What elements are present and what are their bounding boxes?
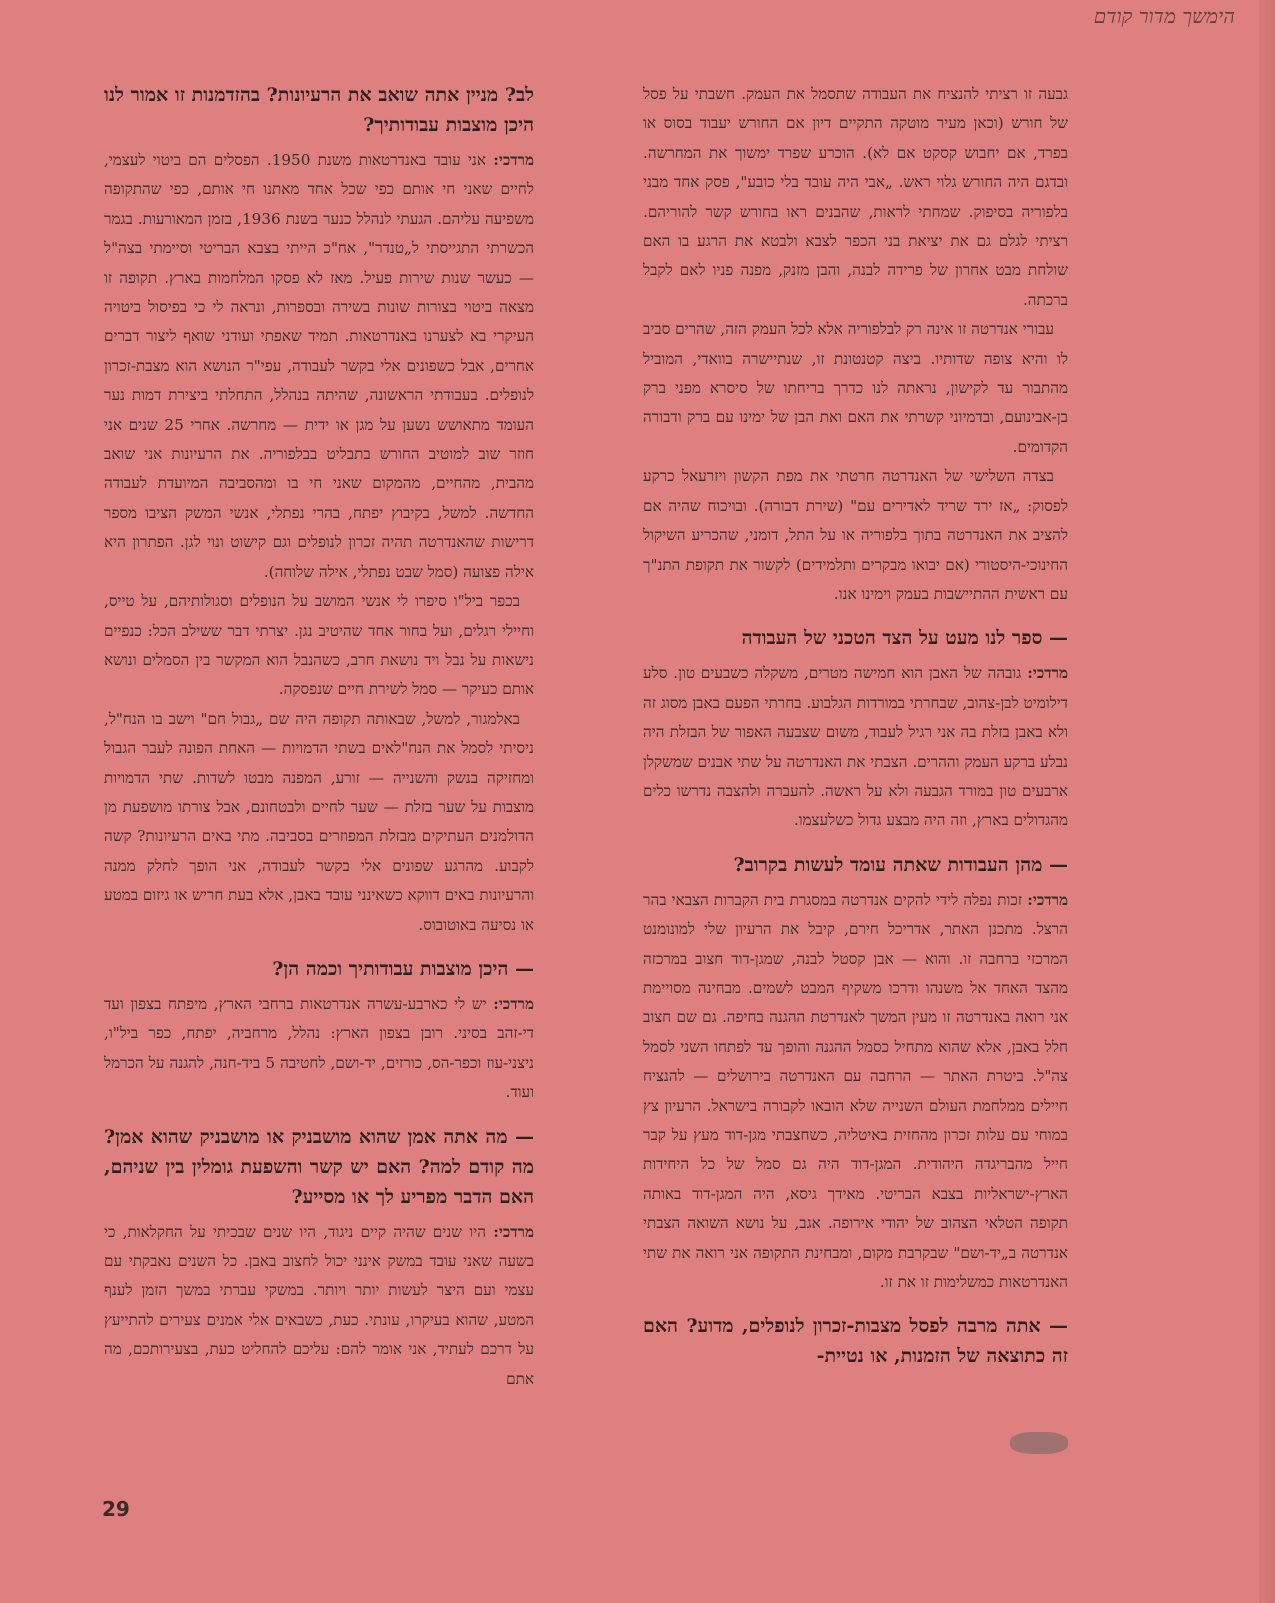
answer-text: זכות נפלה לידי להקים אנדרטה במסגרת בית הקברות הצבאי בהר הרצל. מתכנן האתר, אדריכל חירם, קיבל את הרעיון שלי למונומנט המרכזי ברחבה זו. והוא — אבן קסטל לבנה, שמגן-דוד חצוב במרכזה מהצד האחד אל משנהו ודרכו משקיף המבט לשמים. מבחינה מסויימת אני רואה באנדרטה זו מעין המשך לאנדרטת ההגנה בחיפה. גם שם חצוב חלל באבן, אלא שהוא מתחיל כסמל ההגנה והופך עד לפתחו השני לסמל צה"ל. ביטרת האתר — הרחבה עם האנדרטה בירושלים — להנציח חיילים ממלחמת העולם השנייה שלא הובאו לקבורה בישראל. הרעיון צץ במוחי עם עלות זכרון מהחזית באיטליה, כשחצבתי מגן-דוד מעץ על קבר חייל מהבריגדה היהודית. המגן-דוד היה גם סמל של כל היחידות הארץ-ישראליות בצבא הבריטי. מאידך גיסא, היה המגן-דוד באותה תקופה הטלאי הצהוב של יהודי אירופה. אגב, על נושא השואה הצבתי אנדרטה ב„יד-ושם" שבקרבת מקום, ומבחינת התקופה אני רואה את שתי האנדרטאות כמשלימות זו את זו. <box>643 890 1068 1292</box>
question-heading: — מה אתה אמן שהוא מושבניק או מושבניק שהוא אמן? מה קודם למה? האם יש קשר והשפעת גומלין בין שניהם, האם הדבר מפריע לך או מסייע? <box>104 1125 534 1208</box>
question-heading: — ספר לנו מעט על הצד הטכני של העבודה <box>741 627 1068 650</box>
speaker-label: מרדכי: <box>1027 890 1069 909</box>
paragraph: גבעה זו רציתי להנציח את העבודה שתסמל את העמק. חשבתי על פסל של חורש (וכאן מעיר מוטקה התקיים דיון אם החורש יעבוד בסוס או בפרד, אם יחבוש קסקט אם לא). הוכרע שפרד ימשוך את המחרשה. ובדגם היה החורש גלוי ראש. „אבי היה עובד בלי כובע", פסק אחד מבני בלפוריה בסיפוק. שמחתי לראות, שהבנים ראו בחורש קשר להוריהם. רציתי לגלם גם את יציאת בני הכפר לצבא ולבטא את הרגע בו האם שולחת מבט אחרון של פרידה לבנה, והבן מזנק, מפנה פניו לאם לקבל ברכתה. <box>643 85 1068 309</box>
question-heading: — מהן העבודות שאתה עומד לעשות בקרוב? <box>733 853 1068 876</box>
page-number: 29 <box>102 1497 130 1521</box>
question-heading: — אתה מרבה לפסל מצבות-זכרון לנופלים, מדוע? האם זה כתוצאה של הזמנות, או נטיית- <box>643 1315 1068 1368</box>
right-column <box>643 80 1068 1377</box>
answer-paragraph <box>104 146 534 587</box>
ink-smudge <box>1010 1432 1068 1454</box>
speaker-label: מרדכי: <box>493 1222 535 1241</box>
handwritten-note: הימשך מדור קודם <box>1093 4 1235 28</box>
speaker-label: מרדכי: <box>493 151 535 169</box>
paragraph: בכפר ביל"ו סיפרו לי אנשי המושב על הנופלים וסגולותיהם, על טייס, וחיילי רגלים, ועל בחור אחד שהיטיב נגן. יצרתי דבר ששילב הכל: כנפיים נישאות על נבל ויד נושאת חרב, כשהנבל הוא המקשר בין הסמלים ונושא אותם כעיקר — סמל לשירת חיים שנפסקה. <box>104 592 534 699</box>
paragraph: באלמגור, למשל, שבאותה תקופה היה שם „גבול חם" וישב בו הנח"ל, ניסיתי לסמל את הנח"לאים בשתי הדמויות — האחת הפונה לעבר הגבול ומחזיקה בנשק והשנייה — זורע, המפנה מבטו לשדות. שתי הדמויות מוצבות על שער בזלת — שער לחיים ולבטחונם, אבל צורתו מושפעת מן הדולמנים העתיקים מבזלת המפוזרים בסביבה. מתי באים הרעיונות? קשה לקבוע. מהרגע שפונים אלי בקשר לעבודה, אני הופך לחלק ממנה והרעיונות באים דווקא כשאינני עובד באבן, אלא בעת חריש או גיזום במטע או נסיעה באוטובוס. <box>103 709 534 934</box>
answer-text: יש לי כארבע-עשרה אנדרטאות ברחבי הארץ, מיפתח בצפון ועד די-זהב בסיני. רובן בצפון הארץ: נהלל, מרחביה, יפתח, כפר ביל"ו, ניצני-עוז וכפר-הס, כורזים, יד-ושם, לחטיבה 5 ביד-חנה, להגנה על הכרמל ועוד. <box>104 994 534 1102</box>
answer-paragraph <box>104 1218 534 1394</box>
question-heading: — היכן מוצבות עבודותיך וכמה הן? <box>272 957 534 980</box>
paragraph: עבורי אנדרטה זו אינה רק לבלפוריה אלא לכל העמק הזה, שהרים סביב לו והיא צופה שדותיו. ביצה קטנטונת זו, שנתיישרה בוואדי, המוביל מהתבור עד לקישון, נראתה לנו כדרך בריחתו של סיסרא מפני ברק בן-אבינועם, ובדמיוני קשרתי את האם ואת הבן של ימינו עם ברק ודבורה הקדומים. <box>643 320 1068 456</box>
speaker-label: מרדכי: <box>493 994 534 1013</box>
answer-paragraph <box>643 886 1068 1298</box>
scan-edge <box>1259 0 1275 1603</box>
answer-text: גובהה של האבן הוא חמישה מטרים, משקלה כשבעים טון. סלע דילומיט לבן-צהוב, שבחרתי במורדות הגלבוע. בחרתי הפעם באבן מסוג זה ולא באבן בזלת בה אני רגיל לעבוד, משום שצבעה האפור של הבזלת היה נבלע ברקע העמק וההרים. הצבתי את האנדרטה על שתי אבנים שמשקלן ארבעים טון במורד הגבעה ולא על ראשה. להעברה ולהצבה נדרשו כלים מהגדולים בארץ, וזה היה מבצע גדול כשלעצמו. <box>643 664 1068 830</box>
paragraph: בצדה השלישי של האנדרטה חרטתי את מפת הקשון ויזרעאל כרקע לפסוק: „אז ירד שריד לאדירים עם" (שירת דבורה). ובויכוח שהיה אם להציב את האנדרטה בתוך בלפוריה או על התל, דומני, שהכריע השיקול החינוכי-היסטורי (אם יבואו מבקרים ותלמידים) לקשור את תקופת התנ"ך עם ראשית ההתיישבות בעמק וימינו אנו. <box>643 467 1068 603</box>
left-column <box>104 80 534 1394</box>
answer-paragraph <box>643 659 1068 835</box>
answer-text: היו שנים שהיה קיים ניגוד, היו שנים שבכיתי על החקלאות, כי בשעה שאני עובד במשק אינני יכול לחצוב באבן. כל השנים נאבקתי עם עצמי ועם היצר לעשות יותר ויותר. במשקי עברתי במשך הזמן לענף המטע, שהוא בעיקרו, עונתי. כעת, כשבאים אלי אמנים צעירים להתייעץ על דרכם לעתיד, אני אומר להם: עליכם להחליט כעת, בצעירותכם, מה אתם <box>104 1222 534 1388</box>
question-heading: לב? מניין אתה שואב את הרעיונות? בהזדמנות זו אמור לנו היכן מוצבות עבודותיך? <box>104 84 534 136</box>
answer-text: אני עובד באנדרטאות משנת 1950. הפסלים הם ביטוי לעצמי, לחיים שאני חי אותם כפי שכל אחד מאתנו חי אותם, כפי שהתקופה משפיעה עליהם. הגעתי לנהלל כנער בשנת 1936, בזמן המאורעות. בגמר הכשרתי התגייסתי ל„טנדר", אח"כ הייתי בצבא הבריטי וסיימתי בצה"ל — כעשר שנות שירות פעיל. מאז לא פסקו המלחמות בארץ. תקופה זו מצאה ביטוי בצורות שונות בשירה ובספרות, ונראה לי כי בפיסול ביטויה העיקרי בא לצערנו באנדרטאות. תמיד שאפתי ועודני שואף ליצור דברים אחרים, אבל כשפונים אלי בקשר לעבודה, עפי"ר הנושא הוא מצבת-זכרון לנופלים. בעבודתי הראשונה, שהיתה בנהלל, התחלתי ביצירת דמות נער העומד מתאושש נשען על מגן או ידית — מחרשה. אחרי 25 שנים אני חוזר שוב למוטיב החורש בתבליט בבלפוריה. את הרעיונות אני שואב מהבית, מהחיים, מהמקום שאני חי בו ומהסביבה המיועדת לעבודה החדשה. למשל, בקיבוץ יפתח, בהרי נפתלי, אנשי המשק הציבו מספר דרישות שהאנדרטה תהיה זכרון לנופלים וגם קישוט ונוי לגן. הפתרון היא אילה פצועה (סמל שבט נפתלי, אילה שלוחה). <box>104 151 535 581</box>
answer-paragraph <box>104 990 534 1108</box>
speaker-label: מרדכי: <box>1027 664 1069 683</box>
